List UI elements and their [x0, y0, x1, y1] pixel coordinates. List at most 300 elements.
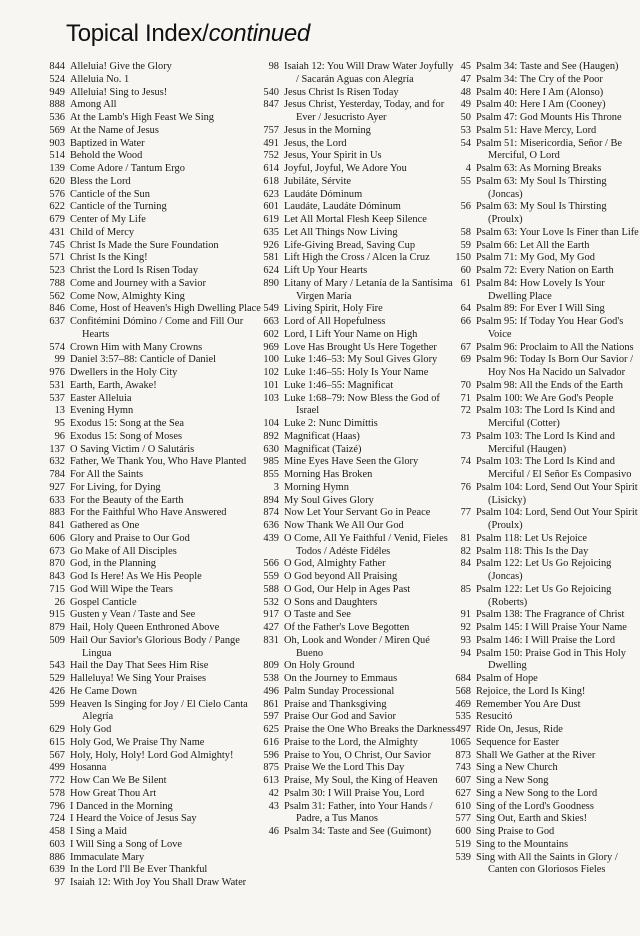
entry-number: 627	[455, 787, 471, 799]
index-entry	[258, 189, 458, 202]
entry-number: 94	[460, 647, 471, 659]
entry-title: Living Spirit, Holy Fire	[284, 303, 383, 315]
index-entry	[450, 546, 640, 559]
index-entry	[258, 303, 458, 316]
index-entry	[258, 584, 458, 597]
entry-title: Psalm 89: For Ever I Will Sing	[476, 303, 605, 315]
entry-title: Psalm 122: Let Us Go Rejoicing (Joncas)	[476, 558, 612, 582]
entry-number: 48	[460, 86, 471, 98]
entry-title: Praise, My Soul, the King of Heaven	[284, 775, 438, 786]
entry-title: O God beyond All Praising	[284, 571, 398, 582]
entry-number: 879	[49, 622, 65, 633]
entry-title: Psalm 145: I Will Praise Your Name	[476, 622, 627, 633]
entry-number: 491	[263, 137, 279, 149]
entry-title: Holy God, We Praise Thy Name	[70, 736, 205, 748]
entry-number: 540	[263, 86, 279, 98]
entry-number: 568	[455, 685, 471, 697]
entry-title: Magnificat (Haas)	[284, 430, 360, 442]
index-entry	[44, 227, 262, 240]
entry-title: Alleluia! Give the Glory	[70, 61, 172, 72]
entry-title: Sing to the Mountains	[476, 838, 569, 850]
entry-title: Psalm 51: Have Mercy, Lord	[476, 124, 597, 136]
entry-title: In the Lord I'll Be Ever Thankful	[70, 864, 208, 876]
entry-number: 629	[49, 724, 65, 735]
entry-title: Psalm 103: The Lord Is Kind and Merciful (Haugen)	[476, 430, 615, 455]
index-entry	[258, 150, 458, 163]
entry-title: Psalm 100: We Are God's People	[476, 392, 614, 404]
entry-number: 603	[49, 838, 65, 850]
index-entry	[258, 87, 458, 100]
entry-number: 615	[49, 736, 65, 748]
entry-title: Christ the Lord Is Risen Today	[70, 265, 199, 276]
index-entry	[450, 609, 640, 622]
entry-title: Easter Alleluia	[70, 392, 132, 404]
index-entry	[258, 801, 458, 827]
entry-title: Gathered as One	[70, 520, 140, 531]
entry-title: Laudáte Dóminum	[284, 188, 363, 200]
entry-title: Remember You Are Dust	[476, 698, 581, 710]
entry-number: 633	[49, 494, 65, 506]
entry-title: Jesus, the Lord	[284, 137, 347, 149]
entry-title: Alleluia No. 1	[70, 73, 130, 85]
entry-number: 616	[263, 736, 279, 748]
index-entry	[44, 316, 262, 342]
entry-title: Come Now, Almighty King	[70, 290, 185, 302]
entry-title: Litany of Mary / Letanía de la Santísima Virgen María	[284, 277, 453, 302]
index-entry	[450, 558, 640, 584]
entry-title: Behold the Wood	[70, 150, 143, 162]
index-column-3	[450, 61, 640, 877]
entry-title: Shall We Gather at the River	[476, 749, 596, 761]
index-entry	[450, 622, 640, 635]
index-entry	[450, 74, 640, 87]
entry-number: 45	[460, 61, 471, 72]
entry-number: 92	[460, 622, 471, 633]
entry-number: 84	[460, 558, 471, 570]
index-entry	[44, 74, 262, 87]
index-entry	[258, 61, 458, 87]
entry-title: Praise We the Lord This Day	[284, 762, 405, 774]
entry-title: I Heard the Voice of Jesus Say	[70, 813, 197, 825]
entry-number: 537	[49, 392, 65, 404]
index-entry	[258, 699, 458, 712]
page-title	[66, 20, 310, 48]
entry-title: Psalm 104: Lord, Send Out Your Spirit (Lisicky)	[476, 481, 638, 506]
entry-number: 458	[49, 826, 65, 837]
entry-number: 529	[49, 673, 65, 684]
entry-title: Canticle of the Sun	[70, 188, 150, 200]
entry-title: Sequence for Easter	[476, 736, 560, 748]
index-entry	[258, 597, 458, 610]
entry-number: 559	[263, 571, 279, 582]
entry-title: Jesus Christ Is Risen Today	[284, 86, 399, 98]
entry-title: O Saving Victim / O Salutáris	[70, 443, 195, 455]
entry-number: 679	[49, 214, 65, 225]
entry-number: 888	[49, 99, 65, 111]
index-entry	[450, 852, 640, 878]
index-entry	[258, 240, 458, 253]
entry-number: 569	[49, 124, 65, 136]
entry-number: 684	[455, 673, 471, 684]
entry-number: 93	[460, 634, 471, 646]
index-entry	[44, 673, 262, 686]
entry-title: Let All Things Now Living	[284, 226, 398, 238]
entry-title: Evening Hymn	[70, 405, 134, 417]
entry-number: 60	[460, 265, 471, 276]
index-entry	[258, 278, 458, 304]
entry-number: 796	[49, 800, 65, 812]
entry-number: 81	[460, 532, 471, 544]
entry-number: 71	[460, 392, 471, 404]
entry-number: 883	[49, 507, 65, 519]
entry-number: 673	[49, 545, 65, 557]
entry-title: Praise the One Who Breaks the Darkness	[284, 724, 456, 735]
entry-number: 588	[263, 583, 279, 595]
entry-title: Psalm 118: Let Us Rejoice	[476, 532, 588, 544]
index-entry	[44, 367, 262, 380]
entry-number: 949	[49, 86, 65, 98]
index-entry	[258, 380, 458, 393]
entry-number: 97	[54, 877, 65, 888]
entry-number: 47	[460, 73, 471, 85]
entry-title: Jesus in the Morning	[284, 124, 371, 136]
index-entry	[258, 354, 458, 367]
entry-number: 847	[263, 99, 279, 111]
entry-number: 523	[49, 265, 65, 276]
entry-title: Praise to the Lord, the Almighty	[284, 736, 418, 748]
entry-title: Of the Father's Love Begotten	[284, 622, 410, 633]
entry-title: Gospel Canticle	[70, 596, 137, 608]
entry-title: Psalm 103: The Lord Is Kind and Merciful / El Señor Es Compasivo	[476, 456, 632, 480]
entry-number: 74	[460, 456, 471, 468]
index-entry	[258, 711, 458, 724]
entry-number: 100	[263, 354, 279, 366]
entry-title: I Danced in the Morning	[70, 800, 173, 812]
index-entry	[44, 163, 262, 176]
entry-title: Bless the Lord	[70, 175, 131, 187]
entry-title: Laudáte, Laudáte Dóminum	[284, 201, 401, 213]
index-entry	[258, 737, 458, 750]
entry-title: O Taste and See	[284, 609, 351, 621]
entry-number: 578	[49, 787, 65, 799]
index-entry	[258, 163, 458, 176]
entry-title: Gusten y Vean / Taste and See	[70, 609, 196, 621]
entry-title: Center of My Life	[70, 214, 146, 225]
entry-number: 427	[263, 622, 279, 633]
index-entry	[258, 609, 458, 622]
entry-title: Isaiah 12: With Joy You Shall Draw Water	[70, 877, 247, 888]
entry-title: Go Make of All Disciples	[70, 545, 177, 557]
entry-number: 72	[460, 405, 471, 417]
entry-number: 42	[268, 787, 279, 799]
entry-number: 43	[268, 800, 279, 812]
entry-title: Luke 1:68–79: Now Bless the God of Israel	[284, 392, 440, 417]
entry-title: Sing a New Song to the Lord	[476, 787, 598, 799]
entry-title: Morning Has Broken	[284, 469, 373, 480]
entry-title: Mine Eyes Have Seen the Glory	[284, 456, 419, 468]
index-entry	[44, 877, 262, 890]
index-entry	[258, 227, 458, 240]
entry-number: 619	[263, 214, 279, 225]
index-entry	[450, 711, 640, 724]
entry-title: Jesus Christ, Yesterday, Today, and for Ever / Jesucristo Ayer	[284, 99, 445, 123]
entry-title: Immaculate Mary	[70, 851, 145, 863]
index-entry	[258, 125, 458, 138]
entry-number: 873	[455, 749, 471, 761]
entry-title: God Will Wipe the Tears	[70, 583, 173, 595]
entry-number: 772	[49, 775, 65, 786]
entry-title: Among All	[70, 99, 117, 111]
index-entry	[450, 176, 640, 202]
entry-number: 1065	[450, 736, 471, 748]
index-entry	[258, 469, 458, 482]
index-entry	[258, 316, 458, 329]
index-entry	[258, 367, 458, 380]
entry-number: 538	[263, 673, 279, 684]
entry-title: Psalm 103: The Lord Is Kind and Merciful (Cotter)	[476, 405, 615, 429]
entry-number: 624	[263, 265, 279, 276]
index-entry	[450, 775, 640, 788]
index-entry	[44, 393, 262, 406]
entry-title: I Sing a Maid	[70, 826, 127, 837]
entry-number: 66	[460, 316, 471, 327]
entry-title: Psalm 51: Misericordia, Señor / Be Merciful, O Lord	[476, 137, 623, 162]
entry-number: 4	[465, 163, 471, 174]
entry-number: 632	[49, 456, 65, 468]
index-entry	[450, 278, 640, 304]
title-continued: continued	[208, 20, 310, 47]
index-entry	[44, 125, 262, 138]
entry-number: 499	[49, 762, 65, 774]
index-entry	[450, 380, 640, 393]
entry-number: 622	[49, 201, 65, 213]
entry-number: 61	[460, 277, 471, 289]
entry-number: 567	[49, 749, 65, 761]
entry-title: Sing Out, Earth and Skies!	[476, 813, 588, 825]
index-entry	[450, 316, 640, 342]
entry-title: Luke 1:46–55: Holy Is Your Name	[284, 367, 429, 378]
index-entry	[450, 227, 640, 240]
entry-number: 841	[49, 520, 65, 531]
index-entry	[450, 801, 640, 814]
entry-number: 562	[49, 290, 65, 302]
entry-number: 607	[455, 775, 471, 786]
entry-number: 926	[263, 239, 279, 251]
index-entry	[450, 699, 640, 712]
index-entry	[44, 699, 262, 725]
index-entry	[44, 762, 262, 775]
index-entry	[258, 342, 458, 355]
entry-title: Joyful, Joyful, We Adore You	[284, 163, 407, 174]
entry-number: 623	[263, 188, 279, 200]
entry-number: 137	[49, 443, 65, 455]
entry-title: Lord of All Hopefulness	[284, 316, 386, 327]
entry-title: Psalm 104: Lord, Send Out Your Spirit (Proulx)	[476, 507, 638, 531]
entry-number: 843	[49, 571, 65, 582]
index-entry	[450, 163, 640, 176]
index-column-2	[258, 61, 458, 839]
index-entry	[258, 571, 458, 584]
index-entry	[450, 112, 640, 125]
entry-number: 55	[460, 175, 471, 187]
entry-number: 788	[49, 277, 65, 289]
index-entry	[44, 150, 262, 163]
entry-title: Christ Is Made the Sure Foundation	[70, 239, 219, 251]
entry-number: 53	[460, 124, 471, 136]
entry-title: O Come, All Ye Faithful / Venid, Fieles Todos / Adéste Fidéles	[284, 532, 448, 557]
entry-number: 99	[54, 354, 65, 366]
entry-title: Psalm 40: Here I Am (Cooney)	[476, 99, 606, 111]
entry-title: Psalm 122: Let Us Go Rejoicing (Roberts)	[476, 583, 612, 608]
entry-title: I Will Sing a Song of Love	[70, 838, 182, 850]
entry-title: Life-Giving Bread, Saving Cup	[284, 239, 416, 251]
entry-title: Exodus 15: Song of Moses	[70, 430, 182, 442]
index-entry	[450, 686, 640, 699]
index-entry	[44, 826, 262, 839]
index-entry	[258, 252, 458, 265]
entry-number: 903	[49, 137, 65, 149]
index-entry	[44, 444, 262, 457]
index-entry	[44, 813, 262, 826]
index-entry	[258, 533, 458, 559]
entry-title: For the Faithful Who Have Answered	[70, 507, 227, 519]
entry-number: 543	[49, 660, 65, 672]
entry-number: 77	[460, 507, 471, 519]
entry-title: Glory and Praise to Our God	[70, 532, 190, 544]
entry-title: My Soul Gives Glory	[284, 494, 374, 506]
index-entry	[258, 686, 458, 699]
entry-number: 831	[263, 634, 279, 646]
entry-number: 576	[49, 188, 65, 200]
entry-title: Psalm 63: As Morning Breaks	[476, 163, 602, 174]
entry-number: 67	[460, 341, 471, 353]
index-entry	[258, 788, 458, 801]
entry-title: Psalm 96: Proclaim to All the Nations	[476, 341, 634, 353]
index-entry	[450, 635, 640, 648]
index-entry	[44, 431, 262, 444]
index-entry	[450, 138, 640, 164]
entry-number: 150	[455, 252, 471, 264]
index-entry	[450, 87, 640, 100]
entry-title: Luke 1:46–53: My Soul Gives Glory	[284, 354, 438, 366]
index-entry	[258, 660, 458, 673]
index-entry	[44, 597, 262, 610]
index-entry	[44, 418, 262, 431]
index-entry	[258, 495, 458, 508]
index-entry	[450, 813, 640, 826]
index-entry	[44, 584, 262, 597]
entry-title: Psalm 34: Taste and See (Haugen)	[476, 61, 619, 72]
entry-number: 724	[49, 813, 65, 825]
index-entry	[258, 265, 458, 278]
index-entry	[450, 584, 640, 610]
entry-number: 431	[49, 226, 65, 238]
entry-number: 618	[263, 175, 279, 187]
index-entry	[450, 826, 640, 839]
entry-number: 46	[268, 826, 279, 837]
entry-number: 745	[49, 239, 65, 251]
entry-number: 855	[263, 469, 279, 480]
entry-title: Praise to You, O Christ, Our Savior	[284, 749, 431, 761]
entry-number: 752	[263, 150, 279, 162]
entry-title: O God, Almighty Father	[284, 558, 386, 570]
entry-title: Holy God	[70, 724, 112, 735]
index-entry	[44, 112, 262, 125]
entry-number: 95	[54, 418, 65, 429]
index-entry	[44, 189, 262, 202]
entry-number: 890	[263, 277, 279, 289]
entry-number: 639	[49, 864, 65, 876]
entry-number: 715	[49, 583, 65, 595]
entry-title: Isaiah 12: You Will Draw Water Joyfully / Sacarán Aguas con Alegría	[284, 61, 454, 85]
entry-number: 566	[263, 558, 279, 570]
index-entry	[44, 609, 262, 622]
index-entry	[44, 252, 262, 265]
entry-title: Psalm 98: All the Ends of the Earth	[476, 379, 623, 391]
index-entry	[258, 456, 458, 469]
entry-number: 509	[49, 634, 65, 646]
entry-title: Psalm 66: Let All the Earth	[476, 239, 590, 251]
entry-number: 3	[273, 481, 279, 493]
entry-number: 606	[49, 532, 65, 544]
entry-title: Psalm 40: Here I Am (Alonso)	[476, 86, 604, 98]
index-entry	[450, 737, 640, 750]
entry-number: 844	[49, 61, 65, 72]
entry-title: Halleluya! We Sing Your Praises	[70, 673, 207, 684]
entry-title: Luke 2: Nunc Dimíttis	[284, 418, 378, 429]
entry-number: 927	[49, 481, 65, 493]
entry-number: 614	[263, 163, 279, 174]
entry-title: Resucitó	[476, 711, 513, 723]
index-entry	[258, 724, 458, 737]
entry-number: 637	[49, 316, 65, 327]
entry-number: 56	[460, 201, 471, 213]
index-entry	[44, 138, 262, 151]
index-entry	[44, 87, 262, 100]
index-entry	[44, 622, 262, 635]
entry-number: 663	[263, 316, 279, 327]
entry-title: Praise Our God and Savior	[284, 711, 396, 723]
index-entry	[450, 303, 640, 316]
entry-number: 13	[54, 405, 65, 417]
entry-number: 76	[460, 481, 471, 493]
entry-number: 601	[263, 201, 279, 213]
entry-number: 439	[263, 532, 279, 544]
entry-title: Psalm 47: God Mounts His Throne	[476, 112, 622, 123]
entry-title: Psalm 63: Your Love Is Finer than Life	[476, 226, 639, 238]
entry-title: Let All Mortal Flesh Keep Silence	[284, 214, 427, 225]
entry-number: 599	[49, 698, 65, 710]
entry-title: Now Thank We All Our God	[284, 520, 404, 531]
entry-title: Sing with All the Saints in Glory / Canten con Gloriosos Fieles	[476, 851, 618, 876]
index-entry	[44, 520, 262, 533]
entry-number: 620	[49, 175, 65, 187]
entry-number: 54	[460, 137, 471, 149]
index-entry	[44, 801, 262, 814]
entry-title: Jubiláte, Sérvite	[284, 175, 351, 187]
index-entry	[450, 431, 640, 457]
index-entry	[258, 826, 458, 839]
entry-title: Holy, Holy, Holy! Lord God Almighty!	[70, 749, 234, 761]
entry-number: 536	[49, 112, 65, 123]
entry-title: O God, Our Help in Ages Past	[284, 583, 411, 595]
index-entry	[44, 660, 262, 673]
entry-title: Child of Mercy	[70, 226, 135, 238]
entry-number: 91	[460, 609, 471, 621]
index-entry	[44, 278, 262, 291]
index-entry	[258, 444, 458, 457]
index-entry	[44, 291, 262, 304]
